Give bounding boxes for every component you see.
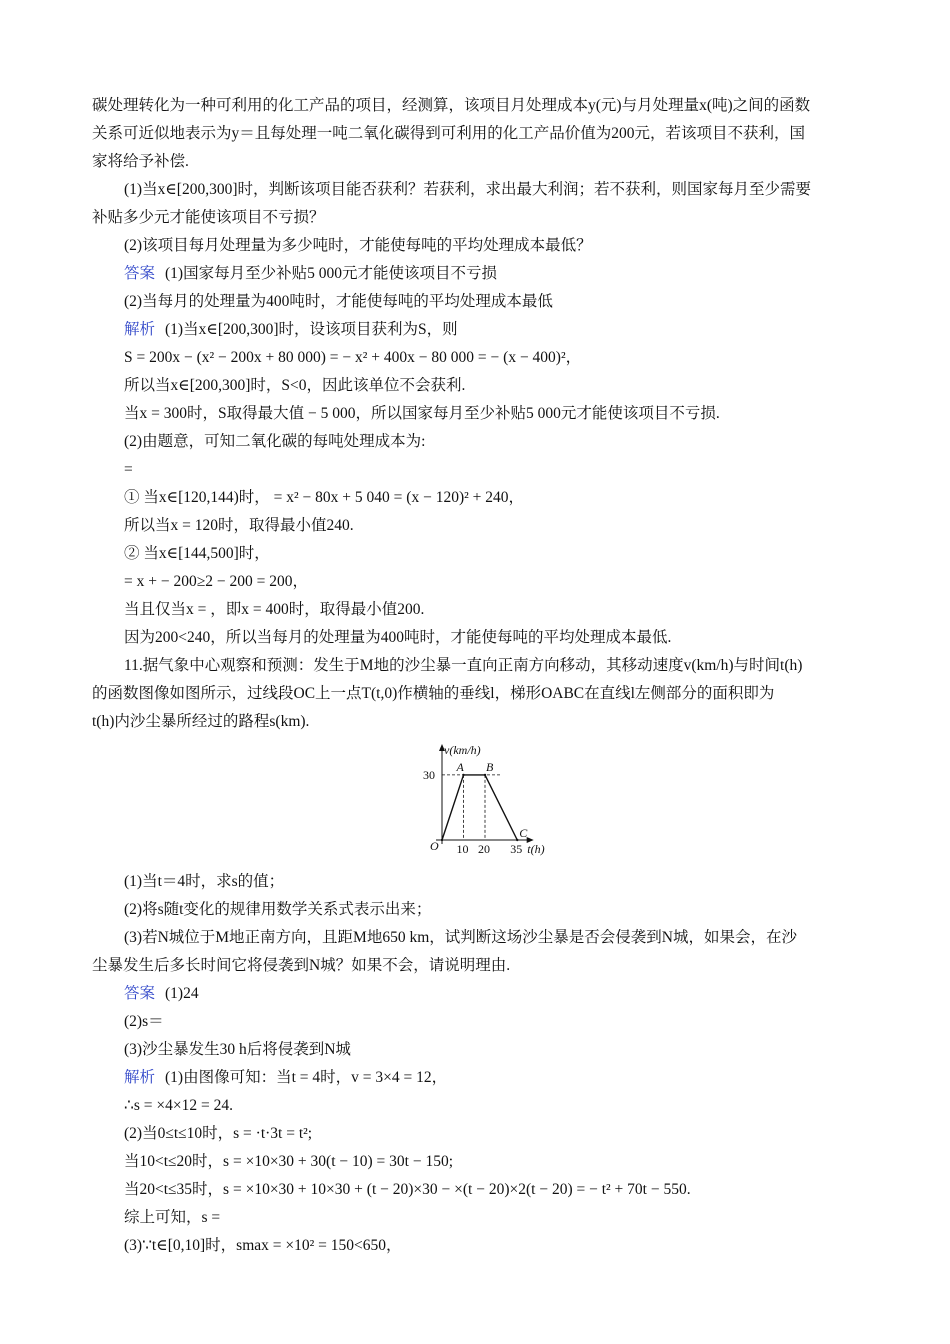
section-label: 解析 [124,1069,156,1086]
point-label-C: C [519,826,528,840]
line-text: (1)由图像可知：当t = 4时，v = 3×4 = 12， [165,1069,448,1086]
line-text: (3)若N城位于M地正南方向，且距M地650 km，试判断这场沙尘暴是否会侵袭到N城，如果会，在沙 [124,929,797,946]
line-text: (1)当x∈[200,300]时，判断该项目能否获利？若获利，求出最大利润；若不获利，则国家每月至少需要 [124,181,811,198]
text-line [92,708,862,736]
text-line [92,1148,862,1176]
point-label-A: A [456,759,464,774]
line-text: 11.据气象中心观察和预测：发生于M地的沙尘暴一直向正南方向移动，其移动速度v(km/h)与时间t(h) [124,657,803,674]
line-text: (2)该项目每月处理量为多少吨时，才能使每吨的平均处理成本最低？ [124,237,592,254]
line-text: t(h)内沙尘暴所经过的路程s(km). [92,713,310,730]
text-line [92,232,862,260]
line-text: 所以当x∈[200,300]时，S<0，因此该单位不会获利. [124,377,466,394]
y-tick-label: 30 [423,767,435,782]
line-text: (2)当每月的处理量为400吨时，才能使每吨的平均处理成本最低 [124,293,553,310]
text-line [92,924,862,952]
point-label-O: O [430,839,439,853]
text-line [92,1176,862,1204]
line-text: (2)由题意，可知二氧化碳的每吨处理成本为: [124,433,426,450]
line-text: (3)沙尘暴发生30 h后将侵袭到N城 [124,1041,351,1058]
text-line [92,1092,862,1120]
text-line [92,952,862,980]
x-tick-label: 10 [456,842,469,856]
data-point-A [462,774,464,776]
document-page [92,92,862,1260]
x-tick-label: 35 [510,842,523,856]
x-tick-label: 20 [478,842,490,856]
text-line [92,624,862,652]
section-label: 答案 [124,265,156,282]
line-text: 的函数图像如图所示，过线段OC上一点T(t,0)作横轴的垂线l，梯形OABC在直线l左侧部分的面积即为 [92,685,775,702]
text-line [92,596,862,624]
line-text: = [124,461,133,478]
line-text: ② 当x∈[144,500]时， [124,545,270,562]
data-point-B [484,774,486,776]
line-text: 补贴多少元才能使该项目不亏损？ [92,209,325,226]
velocity-time-figure [92,742,862,862]
text-line [92,1204,862,1232]
text-line [92,568,862,596]
text-line [92,344,862,372]
line-text: 碳处理转化为一种可利用的化工产品的项目，经测算，该项目月处理成本y(元)与月处理量x(吨)之间的函数 [92,97,811,114]
line-text: = x + − 200≥2 − 200 = 200， [124,573,308,590]
text-line [92,652,862,680]
text-line [92,92,862,120]
line-text: 综上可知，s = [124,1209,221,1226]
line-text: ∴s = ×4×12 = 24. [124,1097,233,1114]
line-text: (2)将s随t变化的规律用数学关系式表示出来； [124,901,432,918]
line-text: (2)s＝ [124,1013,164,1030]
y-axis-label: v(km/h) [444,743,481,757]
line-text: 当20<t≤35时，s = ×10×30 + 10×30 + (t − 20)×30 − ×(t − 20)×2(t − 20) = − t² + 70t − 550. [124,1181,691,1198]
text-line [92,204,862,232]
data-point-O [441,839,443,841]
line-text: ① 当x∈[120,144)时， = x² − 80x + 5 040 = (x − 120)² + 240， [124,489,524,506]
line-text: 所以当x = 120时，取得最小值240. [124,517,354,534]
text-line [92,1008,862,1036]
line-text: 关系可近似地表示为y＝且每处理一吨二氧化碳得到可利用的化工产品价值为200元，若该项目不获利，国 [92,125,806,142]
line-text: (1)当x∈[200,300]时，设该项目获利为S，则 [165,321,458,338]
text-line [92,456,862,484]
line-text: (2)当0≤t≤10时，s = ·t·3t = t²; [124,1125,313,1142]
text-line [92,896,862,924]
text-line [92,680,862,708]
line-text: (1)国家每月至少补贴5 000元才能使该项目不亏损 [165,265,497,282]
text-line [92,288,862,316]
line-text: (3)∵t∈[0,10]时，smax = ×10² = 150<650， [124,1237,402,1254]
velocity-series-line [442,775,517,840]
velocity-time-graph [420,742,560,860]
line-text: 尘暴发生后多长时间它将侵袭到N城？如果不会，请说明理由. [92,957,511,974]
text-line [92,1036,862,1064]
text-line [92,484,862,512]
section-label: 答案 [124,985,156,1002]
text-line [92,512,862,540]
text-line [92,1232,862,1260]
text-line [92,260,862,288]
data-point-C [516,839,518,841]
line-text: 当10<t≤20时，s = ×10×30 + 30(t − 10) = 30t − 150; [124,1153,454,1170]
text-line [92,1064,862,1092]
text-line [92,1120,862,1148]
text-line [92,400,862,428]
text-line [92,868,862,896]
line-text: 当且仅当x = ，即x = 400时，取得最小值200. [124,601,425,618]
text-block-bottom [92,868,862,1260]
section-label: 解析 [124,321,156,338]
line-text: 当x = 300时，S取得最大值 − 5 000，所以国家每月至少补贴5 000元才能使该项目不亏损. [124,405,720,422]
text-line [92,428,862,456]
text-line [92,148,862,176]
line-text: (1)24 [165,985,199,1002]
text-line [92,980,862,1008]
text-line [92,372,862,400]
line-text: (1)当t＝4时，求s的值； [124,873,285,890]
line-text: S = 200x − (x² − 200x + 80 000) = − x² + 400x − 80 000 = − (x − 400)²， [124,349,582,366]
text-line [92,120,862,148]
line-text: 家将给予补偿. [92,153,189,170]
line-text: 因为200<240，所以当每月的处理量为400吨时，才能使每吨的平均处理成本最低. [124,629,672,646]
text-line [92,176,862,204]
point-label-B: B [486,759,494,774]
x-axis-label: t(h) [527,842,545,856]
text-line [92,316,862,344]
text-block-top [92,92,862,736]
text-line [92,540,862,568]
